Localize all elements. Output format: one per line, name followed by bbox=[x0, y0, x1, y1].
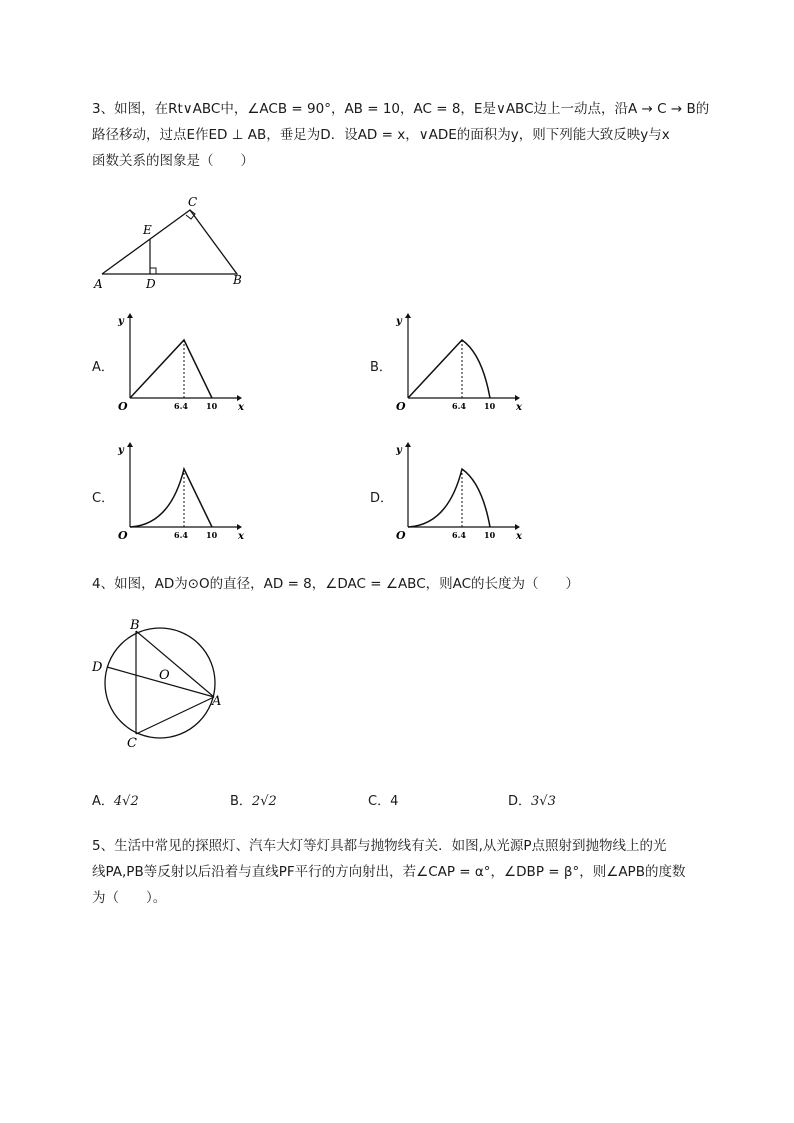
function-curve bbox=[408, 469, 490, 527]
label-a: A bbox=[94, 277, 103, 291]
q4-option-d[interactable] bbox=[508, 790, 556, 809]
circle-o bbox=[105, 628, 215, 738]
segment-ca bbox=[136, 697, 214, 734]
q3-graph-c[interactable] bbox=[112, 441, 247, 541]
q4-option-c-letter: C． bbox=[368, 794, 391, 809]
q3-option-b-label: B． bbox=[370, 360, 392, 375]
q3-graph-b[interactable] bbox=[390, 312, 525, 412]
q5-text-line3: 为（ ）。 bbox=[92, 890, 167, 906]
x-axis-arrow-icon bbox=[515, 524, 520, 530]
label-d: D bbox=[146, 277, 156, 291]
tick-label-10: 10 bbox=[484, 401, 496, 411]
q3-graph-d[interactable] bbox=[390, 441, 525, 541]
q4-option-d-value: 3√3 bbox=[531, 794, 556, 809]
label-b: B bbox=[130, 618, 140, 633]
origin-label: O bbox=[118, 400, 128, 412]
label-c: C bbox=[127, 736, 137, 750]
y-axis-arrow-icon bbox=[405, 442, 411, 447]
x-axis-label: x bbox=[516, 402, 522, 412]
q4-option-a-value: 4√2 bbox=[113, 794, 139, 809]
tick-label-6-4: 6.4 bbox=[452, 401, 466, 411]
label-d: D bbox=[92, 660, 103, 675]
q3-option-c-label: C． bbox=[92, 491, 115, 506]
q4-option-a[interactable] bbox=[92, 790, 139, 809]
x-axis-arrow-icon bbox=[237, 395, 242, 401]
x-axis-label: x bbox=[238, 402, 244, 412]
q4-text-line1: 4、如图，AD为⊙O的直径，AD = 8，∠DAC = ∠ABC，则AC的长度为（ ） bbox=[92, 576, 580, 592]
y-axis-arrow-icon bbox=[127, 442, 133, 447]
label-o: O bbox=[159, 668, 170, 683]
origin-label: O bbox=[118, 529, 128, 541]
q4-option-a-letter: A． bbox=[92, 794, 114, 809]
origin-label: O bbox=[396, 529, 406, 541]
y-axis-arrow-icon bbox=[405, 313, 411, 318]
y-axis-label: y bbox=[396, 445, 402, 456]
tick-label-10: 10 bbox=[206, 530, 218, 540]
tick-label-6-4: 6.4 bbox=[452, 530, 466, 540]
x-axis-label: x bbox=[238, 531, 244, 541]
right-angle-mark-d bbox=[150, 268, 156, 274]
origin-label: O bbox=[396, 400, 406, 412]
tick-label-10: 10 bbox=[206, 401, 218, 411]
q3-triangle-figure bbox=[88, 192, 258, 292]
q4-option-b[interactable] bbox=[230, 790, 277, 809]
x-axis-arrow-icon bbox=[237, 524, 242, 530]
q3-text-line2: 路径移动，过点E作ED ⊥ AB，垂足为D．设AD = x，∨ADE的面积为y，则下列能大致反映y与x bbox=[92, 127, 670, 143]
label-a: A bbox=[212, 694, 222, 709]
q5-text-line1: 5、生活中常见的探照灯、汽车大灯等灯具都与抛物线有关．如图,从光源P点照射到抛物线上的光 bbox=[92, 838, 667, 854]
label-c: C bbox=[188, 195, 198, 209]
x-axis-arrow-icon bbox=[515, 395, 520, 401]
q3-text-line1: 3、如图，在Rt∨ABC中，∠ACB = 90°，AB = 10，AC = 8，E是∨ABC边上一动点，沿A → C → B的 bbox=[92, 101, 710, 117]
tick-label-6-4: 6.4 bbox=[174, 401, 188, 411]
q3-option-d-label: D． bbox=[370, 491, 394, 506]
label-e: E bbox=[143, 223, 152, 237]
tick-label-10: 10 bbox=[484, 530, 496, 540]
q3-graph-a[interactable] bbox=[112, 312, 247, 412]
q4-option-c-value: 4 bbox=[390, 794, 399, 809]
label-b: B bbox=[233, 273, 242, 287]
x-axis-label: x bbox=[516, 531, 522, 541]
q3-text-line3: 函数关系的图象是（ ） bbox=[92, 153, 254, 169]
q3-option-a-label: A． bbox=[92, 360, 114, 375]
q4-circle-figure bbox=[88, 615, 233, 750]
function-curve bbox=[408, 340, 490, 398]
y-axis-label: y bbox=[396, 316, 402, 327]
function-curve bbox=[130, 340, 212, 398]
y-axis-label: y bbox=[118, 445, 124, 456]
y-axis-arrow-icon bbox=[127, 313, 133, 318]
tick-label-6-4: 6.4 bbox=[174, 530, 188, 540]
y-axis-label: y bbox=[118, 316, 124, 327]
q4-option-b-letter: B． bbox=[230, 794, 252, 809]
q4-option-d-letter: D． bbox=[508, 794, 532, 809]
function-curve bbox=[130, 469, 212, 527]
q4-option-c[interactable] bbox=[368, 790, 398, 809]
triangle-abc bbox=[102, 210, 237, 274]
q5-text-line2: 线PA,PB等反射以后沿着与直线PF平行的方向射出，若∠CAP = α°，∠DBP = β°，则∠APB的度数 bbox=[92, 864, 686, 880]
q4-option-b-value: 2√2 bbox=[251, 794, 277, 809]
segment-ba bbox=[136, 631, 214, 697]
